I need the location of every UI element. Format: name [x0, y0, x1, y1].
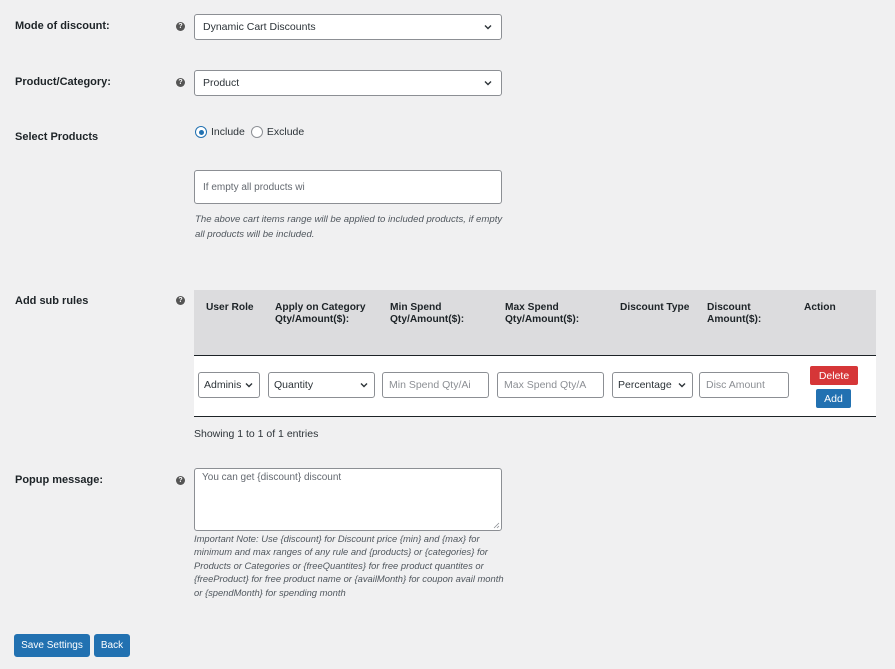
- help-icon[interactable]: ?: [176, 22, 185, 31]
- max-spend-input[interactable]: [497, 372, 604, 398]
- select-products-label: Select Products: [15, 131, 99, 143]
- products-search-input[interactable]: [194, 170, 502, 204]
- discount-type-value: Percentage: [618, 379, 672, 391]
- delete-button[interactable]: Delete: [810, 366, 858, 385]
- popup-message-value: You can get {discount} discount: [202, 472, 342, 483]
- th-min-spend: Min Spend Qty/Amount($):: [390, 302, 465, 325]
- help-icon[interactable]: ?: [176, 78, 185, 87]
- product-category-label: Product/Category:: [15, 76, 111, 88]
- include-label: Include: [211, 126, 245, 138]
- popup-message-textarea[interactable]: [194, 468, 502, 531]
- popup-note: Important Note: Use {discount} for Discount price {min} and {max} for minimum and max ranges of any rule and {products} or {categories} for Products or Categories or {freeQuantites} for free product quantites or {freeProduct} for free product name or {availMonth} for coupon avail month or {spendMonth} for spending month: [194, 533, 504, 598]
- discount-amount-placeholder: Disc Amount: [706, 379, 765, 391]
- apply-on-value: Quantity: [274, 379, 314, 391]
- mode-select-value: Dynamic Cart Discounts: [203, 21, 316, 33]
- products-search-placeholder: If empty all products wi: [203, 181, 305, 193]
- sub-rules-label: Add sub rules: [15, 295, 89, 307]
- back-button[interactable]: Back: [94, 634, 130, 657]
- apply-on-select[interactable]: [268, 372, 375, 398]
- mode-label: Mode of discount:: [15, 20, 110, 32]
- help-icon[interactable]: ?: [176, 476, 185, 485]
- add-button[interactable]: Add: [816, 389, 851, 408]
- th-apply-on: Apply on Category Qty/Amount($):: [275, 302, 366, 325]
- exclude-label: Exclude: [266, 126, 305, 138]
- min-spend-placeholder: Min Spend Qty/Ai: [389, 379, 471, 391]
- th-user-role: User Role: [206, 302, 254, 313]
- resize-handle-icon[interactable]: [493, 522, 500, 529]
- th-discount-amount: Discount Amount($):: [707, 302, 762, 325]
- min-spend-input[interactable]: [382, 372, 489, 398]
- save-settings-button[interactable]: Save Settings: [14, 634, 90, 657]
- th-discount-type: Discount Type: [620, 302, 690, 313]
- include-exclude-group: [195, 126, 304, 138]
- chevron-down-icon: [677, 380, 687, 390]
- exclude-radio[interactable]: [251, 126, 263, 138]
- table-row: [194, 356, 876, 417]
- product-category-select[interactable]: [194, 70, 502, 96]
- discount-amount-input[interactable]: [699, 372, 789, 398]
- chevron-down-icon: [244, 380, 254, 390]
- max-spend-placeholder: Max Spend Qty/A: [504, 379, 587, 391]
- user-role-select[interactable]: [198, 372, 260, 398]
- user-role-value: Adminis: [204, 379, 242, 391]
- th-action: Action: [804, 302, 836, 313]
- discount-type-select[interactable]: [612, 372, 693, 398]
- product-category-value: Product: [203, 77, 240, 89]
- chevron-down-icon: [483, 78, 493, 88]
- chevron-down-icon: [359, 380, 369, 390]
- mode-select[interactable]: [194, 14, 502, 40]
- chevron-down-icon: [483, 22, 493, 32]
- select-products-description: The above cart items range will be applied to included products, if empty all products will be included.: [195, 214, 503, 240]
- popup-message-label: Popup message:: [15, 474, 104, 486]
- th-max-spend: Max Spend Qty/Amount($):: [505, 302, 580, 325]
- help-icon[interactable]: ?: [176, 296, 185, 305]
- include-radio[interactable]: [195, 126, 207, 138]
- sub-rules-table-header: [194, 290, 876, 356]
- entries-info: Showing 1 to 1 of 1 entries: [194, 428, 319, 440]
